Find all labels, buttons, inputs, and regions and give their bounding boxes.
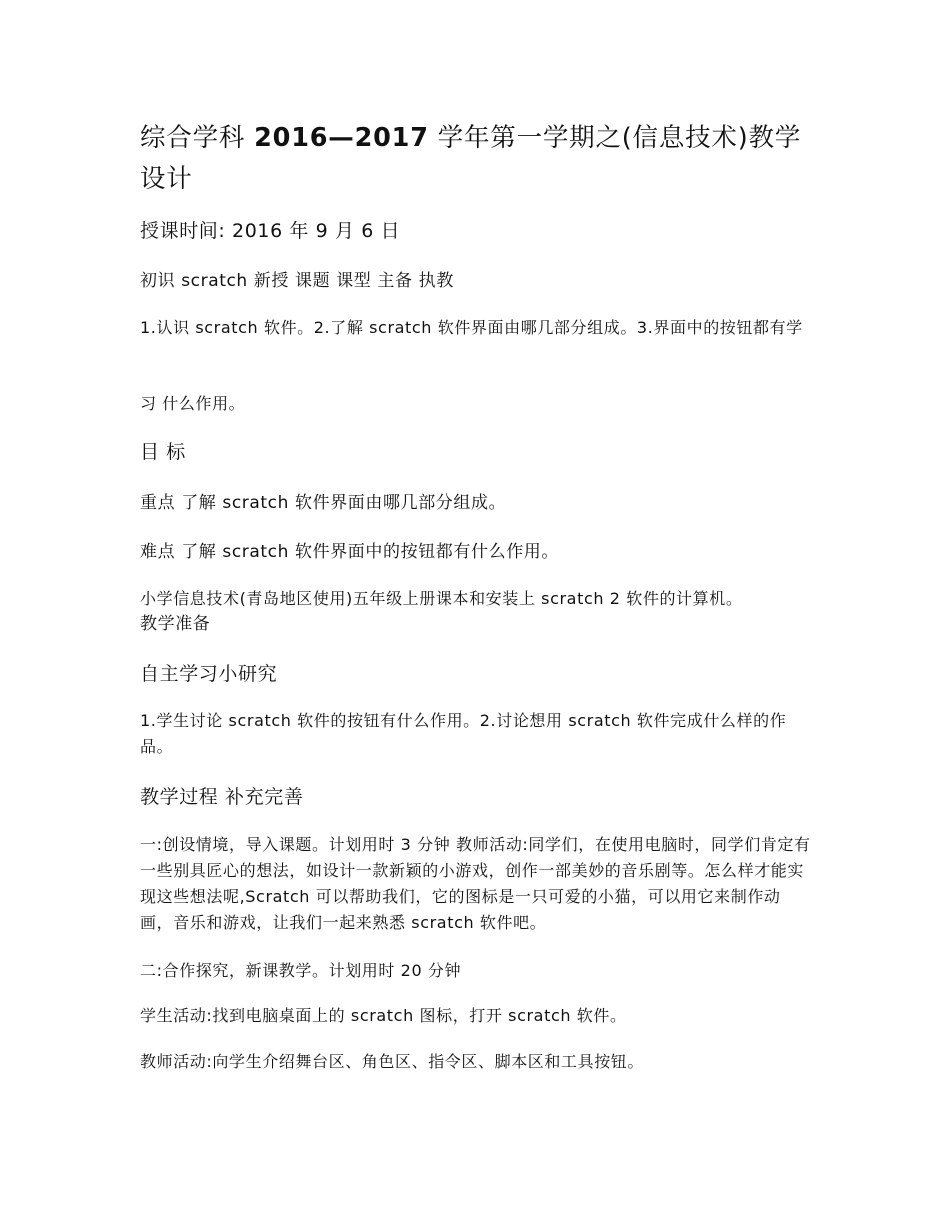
student-activity: 学生活动:找到电脑桌面上的 scratch 图标，打开 scratch 软件。 — [140, 1006, 627, 1025]
step-2-heading: 二:合作探究，新课教学。计划用时 20 分钟 — [140, 961, 462, 980]
objectives-text: 1.认识 scratch 软件。2.了解 scratch 软件界面由哪几部分组成。3.界面中的按钮都有学 — [140, 318, 803, 337]
process-label: 教学过程 补充完善 — [140, 786, 304, 808]
key-point: 重点 了解 scratch 软件界面由哪几部分组成。 — [140, 493, 507, 513]
step-1-paragraph: 一:创设情境，导入课题。计划用时 3 分钟 教师活动:同学们，在使用电脑时，同学们肯定有一些别具匠心的想法，如设计一款新颖的小游戏，创作一部美妙的音乐剧等。怎么样才能实现这些想法呢,Scratch 可以帮助我们，它的图标是一只可爱的小猫，可以用它来制作动画，音乐和游戏，让我们一起来熟悉 scratch 软件吧。 — [140, 835, 811, 932]
title-suffix: 学年第一学期之(信息技术)教学设计 — [140, 123, 802, 194]
title-years: 2016—2017 — [254, 123, 429, 153]
objectives-text-continued: 习 什么作用。 — [140, 394, 246, 413]
lesson-time: 授课时间: 2016 年 9 月 6 日 — [140, 220, 401, 242]
difficult-point: 难点 了解 scratch 软件界面中的按钮都有什么作用。 — [140, 542, 560, 562]
header-row: 初识 scratch 新授 课题 课型 主备 执教 — [140, 271, 454, 291]
teacher-activity: 教师活动:向学生介绍舞台区、角色区、指令区、脚本区和工具按钮。 — [140, 1052, 644, 1071]
objectives-label: 目 标 — [140, 441, 186, 463]
preparation-text: 小学信息技术(青岛地区使用)五年级上册课本和安装上 scratch 2 软件的计算机。 — [140, 589, 743, 608]
document-title — [140, 118, 812, 200]
title-prefix: 综合学科 — [140, 123, 255, 153]
self-study-text: 1.学生讨论 scratch 软件的按钮有什么作用。2.讨论想用 scratch 软件完成什么样的作品。 — [140, 711, 787, 756]
self-study-label: 自主学习小研究 — [140, 663, 278, 685]
preparation-label: 教学准备 — [140, 614, 211, 634]
